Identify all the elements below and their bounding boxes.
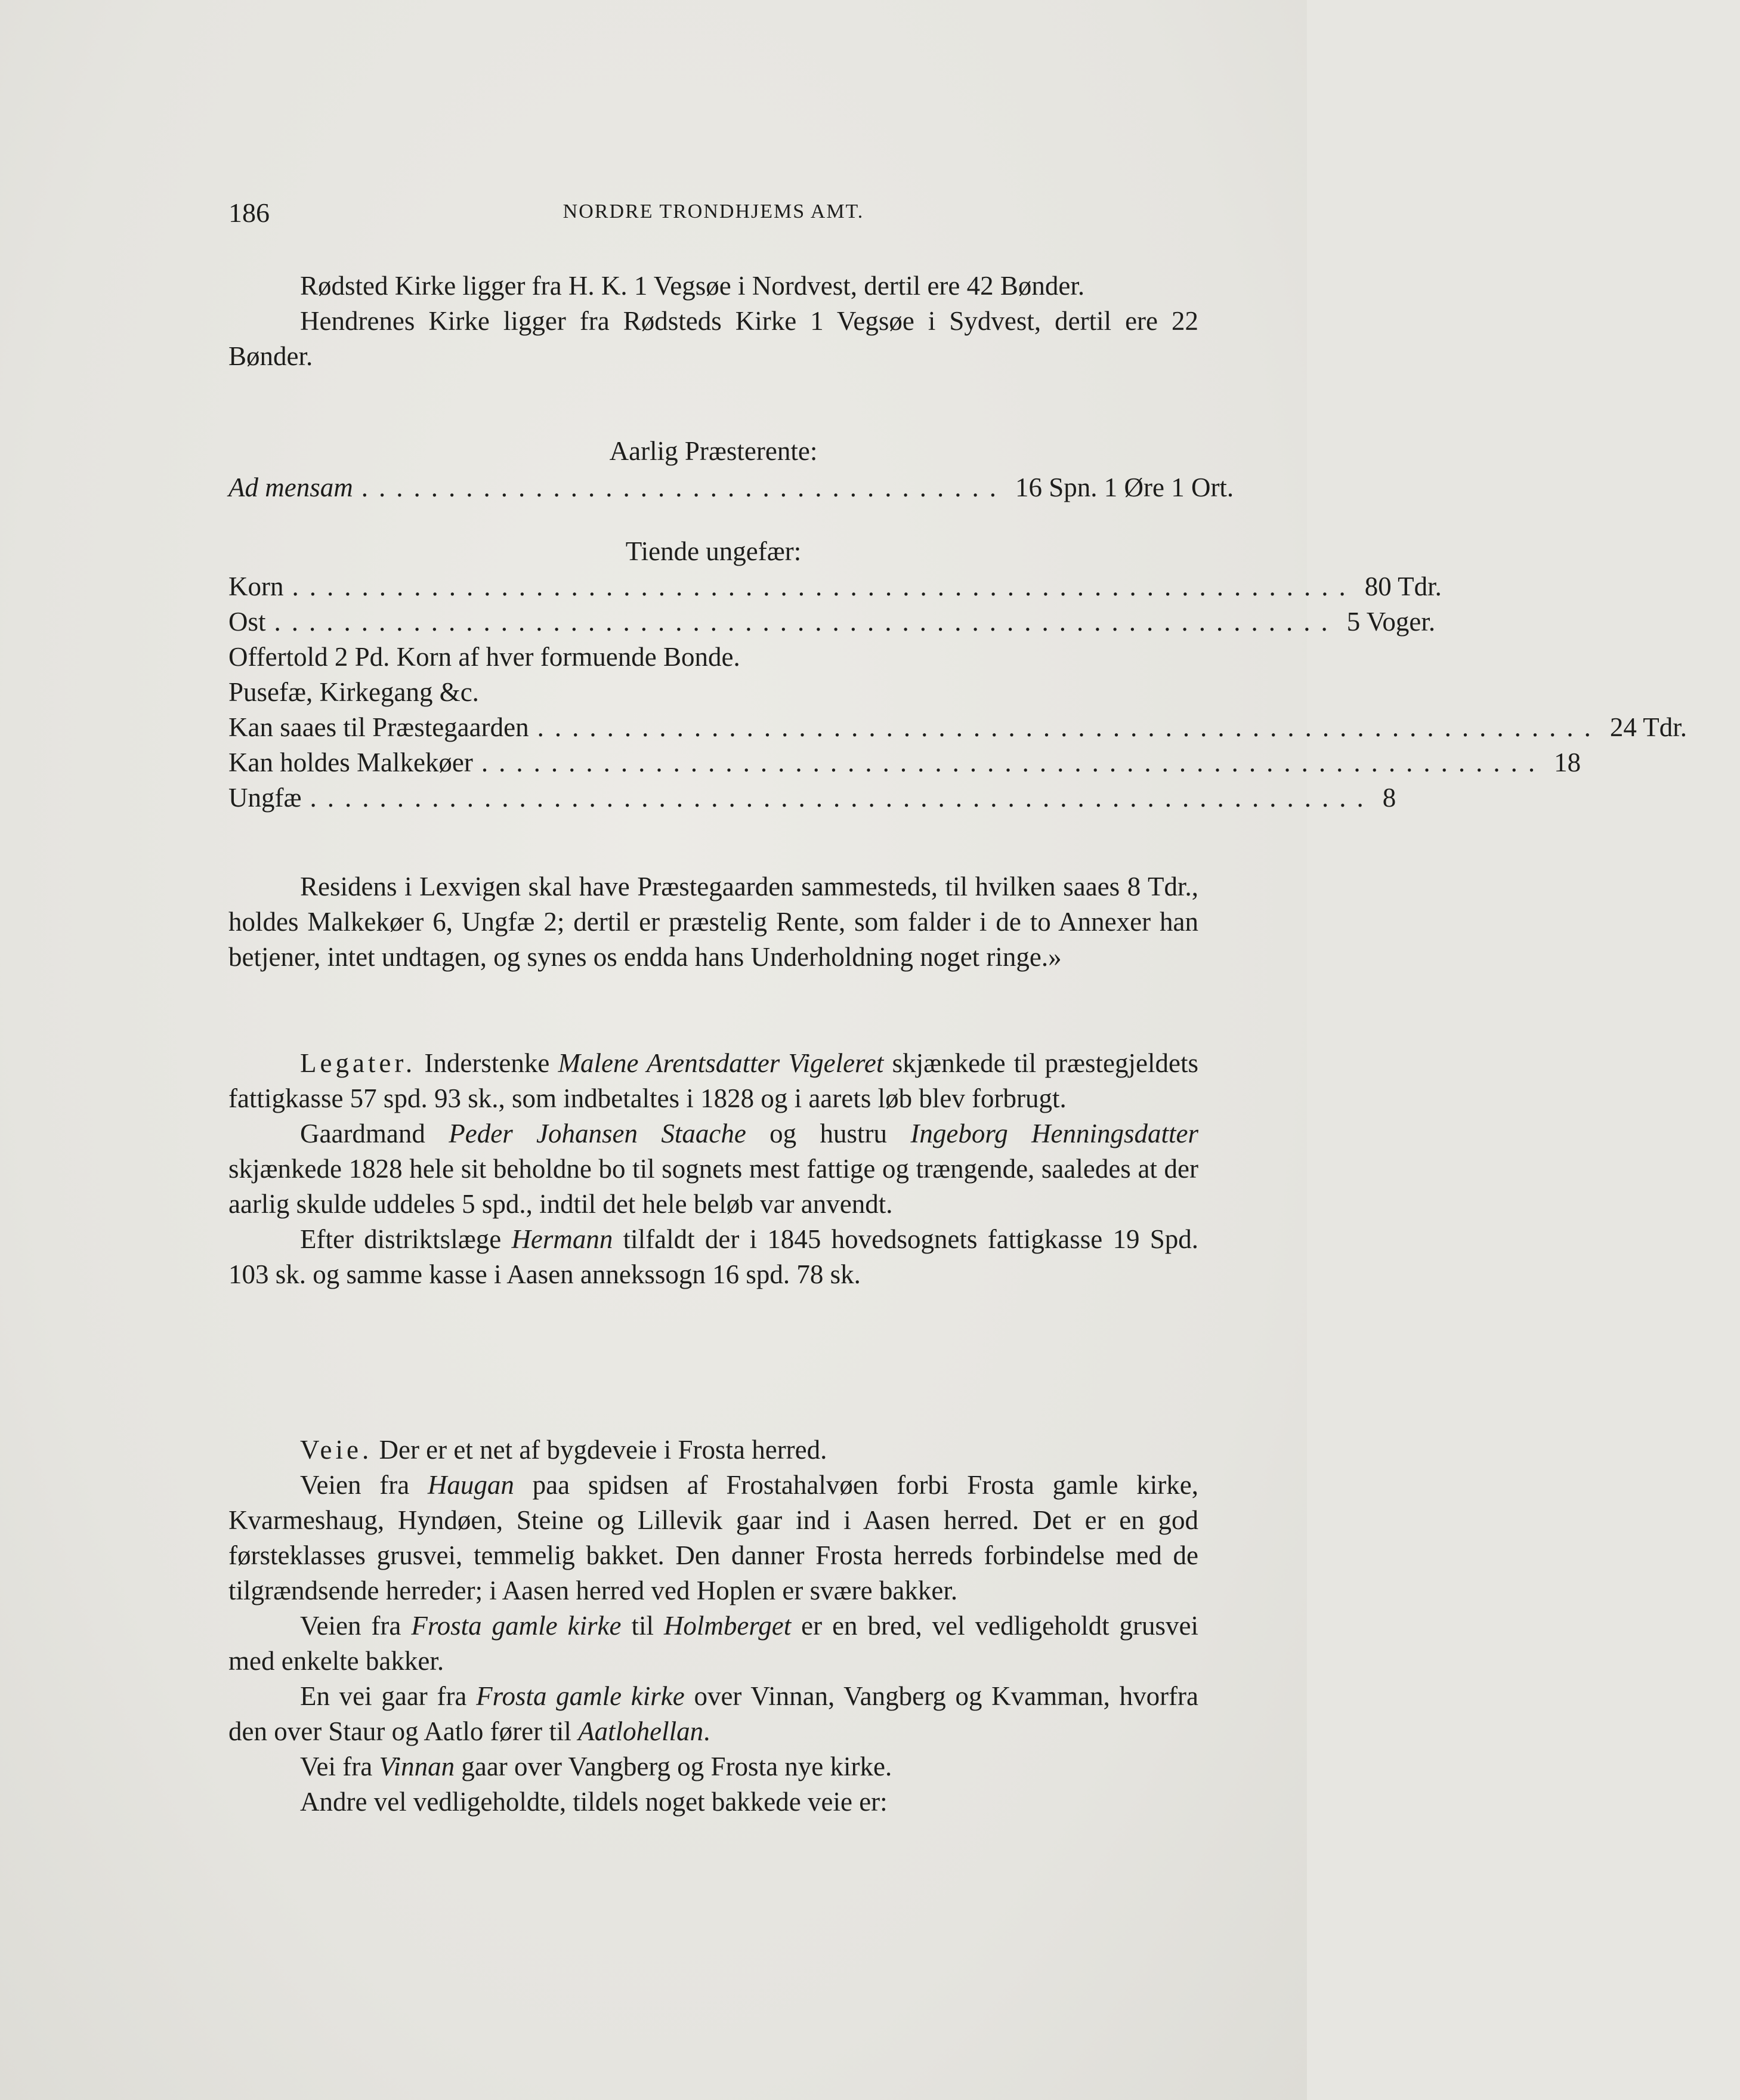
place-name: Holmberget [663,1611,792,1641]
text-run: En vei gaar fra [300,1681,477,1711]
tiende-line: Pusefæ, Kirkegang &c. [228,677,479,707]
text-run: gaar over Vangberg og Frosta nye kirke. [455,1752,892,1781]
tiende-value: 24 Tdr. [1609,712,1688,742]
ad-mensam-label: Ad mensam [228,472,353,502]
place-name: Frosta gamle kirke [411,1611,622,1641]
tiende-row [228,710,1688,745]
legater-paragraph [228,1222,1198,1292]
tiende-label: Kan holdes Malkekøer [228,748,473,777]
dot-leader: ............................................................. [292,572,1356,601]
place-name: Haugan [427,1470,514,1500]
text-run: er en bred, vel vedligeholdt grusvei med enkelte bakker. [228,1611,1198,1676]
text-run: Vei fra [300,1752,379,1781]
person-name: Peder Johansen Staache [449,1119,746,1148]
veie-paragraph [228,1608,1198,1679]
text-run: tilfaldt der i 1845 hovedsognets fattigkasse 19 Spd. 103 sk. og samme kasse i Aasen annekssogn 16 spd. 78 sk. [228,1224,1198,1289]
text-run: Efter distriktslæge [300,1224,512,1254]
ad-mensam-row [228,470,1234,505]
rente-section [228,434,1234,505]
veie-word: Veie. [300,1435,373,1465]
tiende-row [228,604,1436,640]
rente-heading: Aarlig Præsterente: [609,436,818,466]
intro-paragraph: Rødsted Kirke ligger fra H. K. 1 Vegsøe i Nordvest, dertil ere 42 Bønder. [300,271,1085,301]
person-name: Malene Arentsdatter Vigeleret [558,1048,884,1078]
text-run: Der er et net af bygdeveie i Frosta herred. [372,1435,827,1465]
page-header [228,197,1198,233]
place-name: Vinnan [379,1752,455,1781]
place-name: Frosta gamle kirke [476,1681,685,1711]
text-run: paa spidsen af Frostahalvøen forbi Frosta gamle kirke, Kvarmeshaug, Hyndøen, Steine og Lillevik gaar ind i Aasen herred. Det er en god førsteklasses grusvei, temmelig bakket. Den danner Frosta herreds forbindelse med de tilgrændsende herreder; i Aasen herred ved Hoplen er svære bakker. [228,1470,1198,1605]
legater-paragraph [228,1116,1198,1222]
veie-paragraph [228,1432,1198,1468]
veie-paragraph: Andre vel vedligeholdte, tildels noget bakkede veie er: [300,1787,888,1817]
legater-section [228,1046,1198,1292]
tiende-heading: Tiende ungefær: [625,536,802,566]
residens-section [228,869,1198,975]
veie-paragraph [228,1468,1198,1608]
tiende-row [228,569,1442,604]
running-title: NORDRE TRONDHJEMS AMT. [563,200,864,223]
tiende-value: 80 Tdr. [1364,572,1442,601]
veie-paragraph [228,1749,1198,1784]
legater-word: Legater. [300,1048,416,1078]
dot-leader: ............................................................. [310,783,1374,813]
text-run: . [703,1716,710,1746]
tiende-value: 8 [1382,783,1396,813]
text-run: Gaardmand [300,1119,449,1148]
text-run: Inderstenke [416,1048,558,1078]
tiende-value: 5 Voger. [1346,607,1436,637]
ad-mensam-value: 16 Spn. 1 Øre 1 Ort. [1015,472,1234,502]
dot-leader: ..................................... [361,472,1007,502]
residens-paragraph: Residens i Lexvigen skal have Præstegaarden sammesteds, til hvilken saaes 8 Tdr., holdes Malkekøer 6, Ungfæ 2; dertil er præstelig Rente, som falder i de to Annexer han betjener, intet undtagen, og synes os endda hans Underholdning noget ringe.» [228,872,1198,972]
person-name: Ingeborg Henningsdatter [910,1119,1199,1148]
place-name: Aatlohellan [578,1716,704,1746]
tiende-row [228,780,1396,816]
intro-section [228,268,1198,374]
text-run: til [621,1611,664,1641]
tiende-line: Offertold 2 Pd. Korn af hver formuende Bonde. [228,642,740,672]
text-run: over Vinnan, Vangberg og Kvamman, hvorfra den over Staur og Aatlo fører til [228,1681,1199,1746]
tiende-label: Korn [228,572,284,601]
legater-paragraph [228,1046,1198,1116]
text-run: Veien fra [300,1611,412,1641]
intro-paragraph: Hendrenes Kirke ligger fra Rødsteds Kirke 1 Vegsøe i Sydvest, dertil ere 22 Bønder. [228,306,1198,371]
tiende-row [228,745,1581,780]
veie-paragraph [228,1679,1198,1749]
tiende-label: Ungfæ [228,783,302,813]
tiende-value: 18 [1554,748,1581,777]
tiende-section [228,534,1688,816]
tiende-label: Ost [228,607,266,637]
veie-section [228,1432,1198,1820]
person-name: Hermann [511,1224,613,1254]
dot-leader: ............................................................. [481,748,1546,777]
text-run: Veien fra [300,1470,428,1500]
text-run: skjænkede til præstegjeldets fattigkasse 57 spd. 93 sk., som indbetaltes i 1828 og i aarets løb blev forbrugt. [228,1048,1198,1113]
page-number: 186 [228,197,270,228]
dot-leader: ............................................................. [274,607,1339,637]
text-run: skjænkede 1828 hele sit beholdne bo til sognets mest fattige og trængende, saaledes at der aarlig skulde uddeles 5 spd., indtil det hele beløb var anvendt. [228,1154,1198,1219]
tiende-label: Kan saaes til Præstegaarden [228,712,529,742]
dot-leader: ............................................................. [537,712,1602,742]
text-run: og hustru [746,1119,911,1148]
